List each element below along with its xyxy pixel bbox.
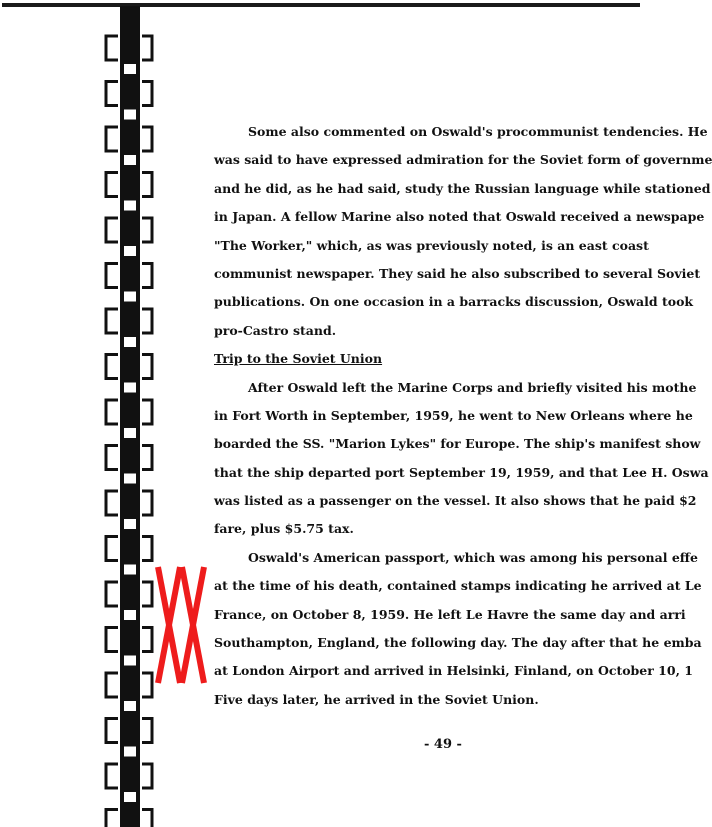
text-line: boarded the SS. "Marion Lykes" for Europe. The ship's manifest show [214,436,701,452]
document-body [214,118,712,714]
text-line: at London Airport and arrived in Helsinki, Finland, on October 10, 1 [214,663,693,679]
text-line: was listed as a passenger on the vessel. It also shows that he paid $2 [214,493,697,509]
text-line: France, on October 8, 1959. He left Le Havre the same day and arri [214,606,686,622]
red-double-x-mark [156,565,206,685]
text-line: After Oswald left the Marine Corps and briefly visited his mothe [248,379,697,395]
text-line: was said to have expressed admiration for the Soviet form of governme [214,152,712,168]
text-line: at the time of his death, contained stamps indicating he arrived at Le [214,578,702,594]
section-heading: Trip to the Soviet Union [214,351,383,367]
comb-binding-icon [0,0,170,827]
text-line: fare, plus $5.75 tax. [214,521,354,537]
text-line: Southampton, England, the following day. The day after that he emba [214,635,702,651]
text-line: Some also commented on Oswald's procommunist tendencies. He [248,124,708,139]
text-line: Five days later, he arrived in the Soviet Union. [214,691,539,707]
text-line: communist newspaper. They said he also subscribed to several Soviet [214,265,701,281]
text-line: Oswald's American passport, which was among his personal effe [248,549,698,565]
text-line: "The Worker," which, as was previously noted, is an east coast [214,237,649,253]
text-line: that the ship departed port September 19, 1959, and that Lee H. Oswa [214,464,709,480]
text-line: pro-Castro stand. [214,322,337,338]
page-number: - 49 - [424,737,462,752]
text-line: in Fort Worth in September, 1959, he went to New Orleans where he [214,407,693,423]
text-line: in Japan. A fellow Marine also noted that Oswald received a newspape [214,209,705,225]
text-line: publications. On one occasion in a barracks discussion, Oswald took [214,294,694,310]
text-line: and he did, as he had said, study the Russian language while stationed [214,180,711,196]
